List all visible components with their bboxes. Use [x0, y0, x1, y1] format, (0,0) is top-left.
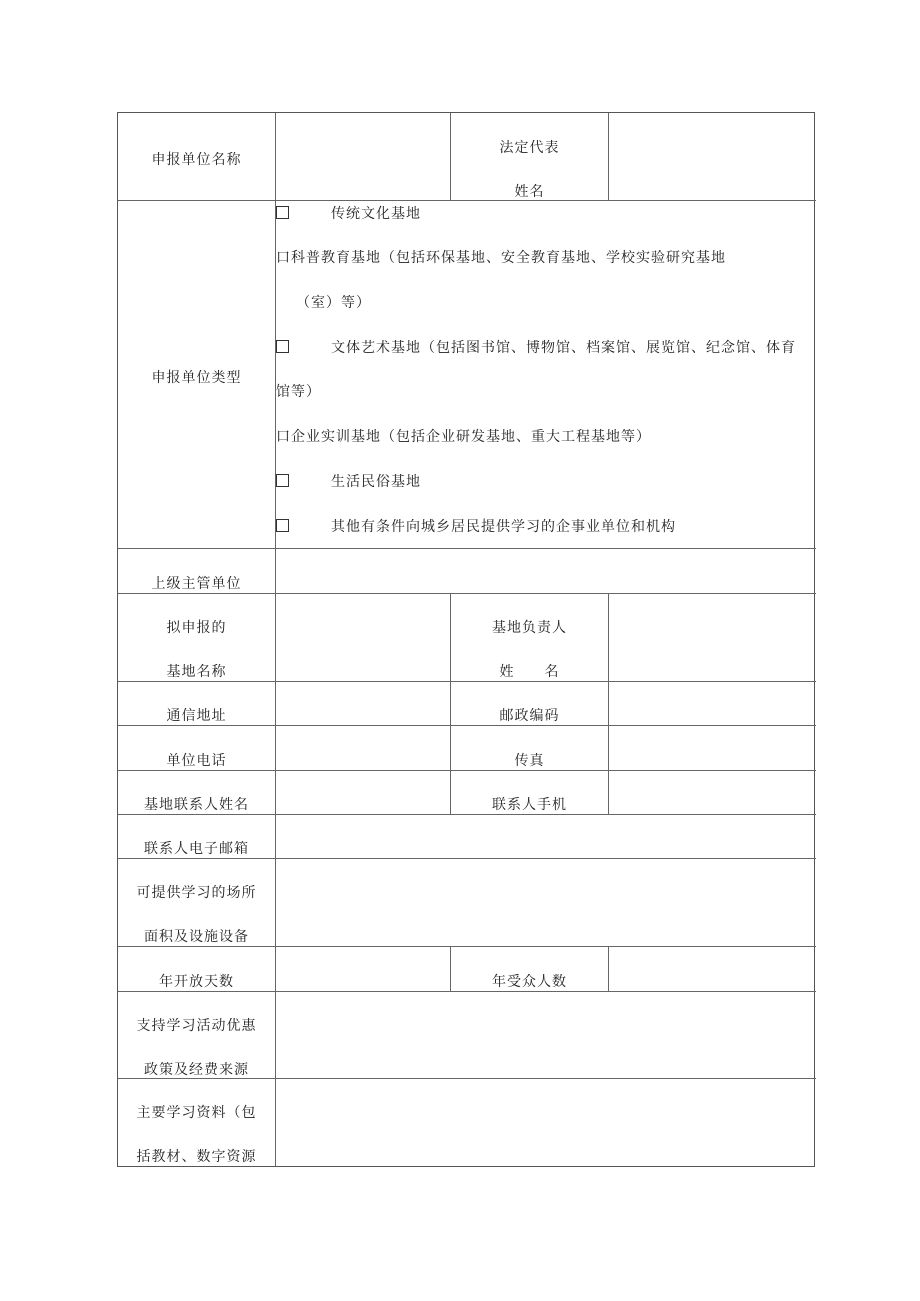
mobile-label: 联系人手机 — [492, 797, 567, 813]
base-head-input[interactable] — [609, 594, 816, 682]
venue-label-cell — [118, 859, 276, 947]
legal-rep-label-cell — [451, 113, 609, 201]
supervisor-label: 上级主管单位 — [151, 576, 242, 592]
postcode-label: 邮政编码 — [499, 708, 560, 724]
postcode-input[interactable] — [609, 682, 816, 726]
checkbox-icon[interactable] — [276, 519, 289, 532]
checkbox-icon[interactable] — [276, 340, 289, 353]
option-enterprise-training[interactable]: 口企业实训基地（包括企业研发基地、重大工程基地等） — [276, 429, 651, 445]
unit-type-label: 申报单位类型 — [151, 370, 242, 386]
option-science-education-line1[interactable]: 口科普教育基地（包括环保基地、安全教育基地、学校实验研究基地 — [276, 250, 726, 266]
policy-label-line1: 支持学习活动优惠 — [136, 1018, 257, 1034]
materials-label-line1: 主要学习资料（包 — [136, 1105, 257, 1121]
address-input[interactable] — [276, 682, 451, 726]
phone-label-cell — [118, 726, 276, 771]
checkbox-icon[interactable] — [276, 206, 289, 219]
contact-input[interactable] — [276, 771, 451, 815]
unit-name-label-cell — [118, 113, 276, 201]
venue-label-line2: 面积及设施设备 — [144, 929, 249, 945]
contact-label-cell — [118, 771, 276, 815]
email-label-cell — [118, 815, 276, 859]
venue-label-line1: 可提供学习的场所 — [136, 885, 257, 901]
base-name-label-cell — [118, 594, 276, 682]
address-label-cell — [118, 682, 276, 726]
email-label: 联系人电子邮箱 — [144, 841, 249, 857]
venue-input[interactable] — [276, 859, 816, 947]
audience-input[interactable] — [609, 947, 816, 992]
mobile-input[interactable] — [609, 771, 816, 815]
fax-label-cell — [451, 726, 609, 771]
unit-type-label-cell — [118, 201, 276, 549]
option-other-institutions[interactable]: 其他有条件向城乡居民提供学习的企事业单位和机构 — [276, 516, 676, 536]
open-days-label-cell — [118, 947, 276, 992]
unit-name-input[interactable] — [276, 113, 451, 201]
open-days-label: 年开放天数 — [159, 974, 234, 990]
address-label: 通信地址 — [166, 708, 227, 724]
checkbox-icon[interactable] — [276, 474, 289, 487]
policy-label-cell — [118, 992, 276, 1079]
base-name-input[interactable] — [276, 594, 451, 682]
legal-rep-label-line1: 法定代表 — [499, 140, 560, 156]
option-arts-sports-line2: 馆等） — [276, 384, 321, 400]
supervisor-label-cell — [118, 549, 276, 594]
option-arts-sports[interactable]: 文体艺术基地（包括图书馆、博物馆、档案馆、展览馆、纪念馆、体育 — [276, 337, 796, 357]
open-days-input[interactable] — [276, 947, 451, 992]
base-name-label-line2: 基地名称 — [166, 664, 227, 680]
option-traditional-culture[interactable]: 传统文化基地 — [276, 203, 421, 223]
contact-label: 基地联系人姓名 — [144, 797, 249, 813]
audience-label: 年受众人数 — [492, 974, 567, 990]
audience-label-cell — [451, 947, 609, 992]
legal-rep-label-line2: 姓名 — [514, 184, 545, 200]
fax-input[interactable] — [609, 726, 816, 771]
postcode-label-cell — [451, 682, 609, 726]
application-form-table — [117, 112, 815, 1167]
unit-type-options — [276, 201, 816, 549]
materials-label-line2: 括教材、数字资源 — [136, 1149, 257, 1165]
legal-rep-input[interactable] — [609, 113, 816, 201]
materials-input[interactable] — [276, 1079, 816, 1166]
fax-label: 传真 — [514, 753, 545, 769]
email-input[interactable] — [276, 815, 816, 859]
policy-label-line2: 政策及经费来源 — [144, 1062, 249, 1078]
supervisor-input[interactable] — [276, 549, 816, 594]
base-head-label-cell — [451, 594, 609, 682]
phone-input[interactable] — [276, 726, 451, 771]
mobile-label-cell — [451, 771, 609, 815]
base-name-label-line1: 拟申报的 — [166, 620, 227, 636]
phone-label: 单位电话 — [166, 753, 227, 769]
unit-name-label: 申报单位名称 — [151, 152, 242, 168]
policy-input[interactable] — [276, 992, 816, 1079]
option-science-education-line2: （室）等） — [296, 295, 371, 311]
base-head-label-line2: 姓 名 — [499, 664, 560, 680]
materials-label-cell — [118, 1079, 276, 1166]
base-head-label-line1: 基地负责人 — [492, 620, 567, 636]
option-folk-custom[interactable]: 生活民俗基地 — [276, 471, 421, 491]
